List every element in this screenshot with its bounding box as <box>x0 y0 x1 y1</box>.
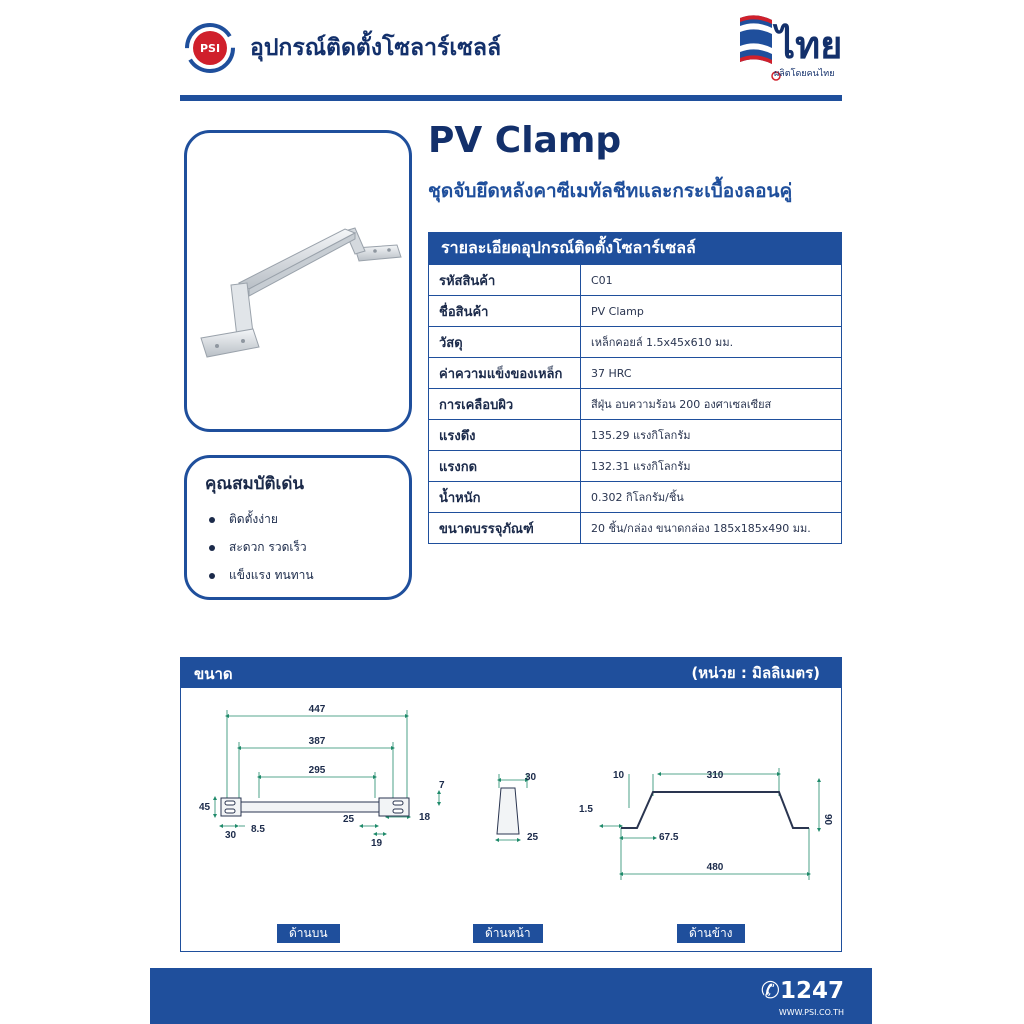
bullet-icon <box>209 545 215 551</box>
dim-387: 387 <box>308 736 326 747</box>
product-name: PV Clamp <box>428 120 622 161</box>
spec-value: 135.29 แรงกิโลกรัม <box>581 420 842 451</box>
dimension-drawings <box>180 688 842 952</box>
thai-logo-tagline: ผลิตโดยคนไทย <box>774 69 835 79</box>
spec-value: 0.302 กิโลกรัม/ชิ้น <box>581 482 842 513</box>
table-row <box>429 265 842 296</box>
dim-front-25: 25 <box>527 832 539 843</box>
label-front-view: ด้านหน้า <box>473 924 543 943</box>
spec-key: แรงกด <box>429 451 581 482</box>
dimensions-unit: (หน่วย : มิลลิเมตร) <box>691 664 820 682</box>
spec-value: 20 ชิ้น/กล่อง ขนาดกล่อง 185x185x490 มม. <box>581 513 842 544</box>
hotline[interactable] <box>761 978 844 1004</box>
dimensions-header <box>180 657 842 688</box>
dim-30: 30 <box>225 830 237 841</box>
dim-90: 90 <box>822 814 833 826</box>
feature-text: สะดวก รวดเร็ว <box>229 540 307 554</box>
dim-310: 310 <box>706 770 724 781</box>
bullet-icon <box>209 573 215 579</box>
table-row <box>429 451 842 482</box>
pv-clamp-image <box>187 133 409 429</box>
spec-value: เหล็กคอยล์ 1.5x45x610 มม. <box>581 327 842 358</box>
bullet-icon <box>209 517 215 523</box>
dim-8-5: 8.5 <box>251 824 265 835</box>
dim-480: 480 <box>706 862 724 873</box>
spec-value: สีฝุ่น อบความร้อน 200 องศาเซลเซียส <box>581 389 842 420</box>
table-row <box>429 327 842 358</box>
table-row <box>429 358 842 389</box>
feature-text: ติดตั้งง่าย <box>229 512 278 526</box>
spec-value: PV Clamp <box>581 296 842 327</box>
dim-25: 25 <box>343 814 355 825</box>
brand-title: อุปกรณ์ติดตั้งโซลาร์เซลล์ <box>250 35 502 61</box>
feature-item <box>209 538 307 557</box>
spec-key: ค่าความแข็งของเหล็ก <box>429 358 581 389</box>
dim-447: 447 <box>308 704 326 715</box>
page-header <box>180 0 842 102</box>
spec-key: น้ำหนัก <box>429 482 581 513</box>
spec-value: 37 HRC <box>581 358 842 389</box>
dim-295: 295 <box>308 765 326 776</box>
dim-67-5: 67.5 <box>659 832 679 843</box>
feature-text: แข็งแรง ทนทาน <box>229 568 314 582</box>
features-title: คุณสมบัติเด่น <box>205 474 305 494</box>
label-side-view: ด้านข้าง <box>677 924 745 943</box>
dim-19: 19 <box>371 838 383 849</box>
spec-key: ชื่อสินค้า <box>429 296 581 327</box>
thai-logo-word: ไทย <box>776 23 842 67</box>
product-subtitle: ชุดจับยึดหลังคาซีเมทัลชีทและกระเบื้องลอนคู่ <box>428 180 793 202</box>
logo-text: PSI <box>199 42 221 55</box>
product-image-frame <box>184 130 412 432</box>
dim-1-5: 1.5 <box>579 804 593 815</box>
table-row <box>429 389 842 420</box>
spec-key: การเคลือบผิว <box>429 389 581 420</box>
dim-7: 7 <box>439 780 445 791</box>
spec-table-header <box>429 233 842 265</box>
dim-front-30: 30 <box>525 772 537 783</box>
phone-icon: ✆ <box>760 978 780 1004</box>
hotline-number: 1247 <box>779 978 844 1004</box>
spec-key: รหัสสินค้า <box>429 265 581 296</box>
psi-logo <box>184 22 236 74</box>
label-top-view: ด้านบน <box>277 924 340 943</box>
spec-key: วัสดุ <box>429 327 581 358</box>
table-row <box>429 420 842 451</box>
technical-drawing <box>181 688 841 952</box>
dim-45: 45 <box>199 802 211 813</box>
dimensions-title: ขนาด <box>194 665 233 683</box>
spec-table <box>428 232 842 544</box>
header-divider <box>180 95 842 101</box>
spec-value: C01 <box>581 265 842 296</box>
page-footer <box>150 968 872 1024</box>
website-link[interactable]: WWW.PSI.CO.TH <box>778 1008 844 1017</box>
table-row <box>429 482 842 513</box>
features-panel <box>184 455 412 600</box>
feature-item <box>209 566 314 585</box>
spec-table-heading: รายละเอียดอุปกรณ์ติดตั้งโซลาร์เซลล์ <box>429 233 842 265</box>
dim-10: 10 <box>613 770 625 781</box>
feature-item <box>209 510 278 529</box>
spec-key: ขนาดบรรจุภัณฑ์ <box>429 513 581 544</box>
spec-key: แรงดึง <box>429 420 581 451</box>
table-row <box>429 296 842 327</box>
table-row <box>429 513 842 544</box>
spec-value: 132.31 แรงกิโลกรัม <box>581 451 842 482</box>
dim-18: 18 <box>419 812 431 823</box>
